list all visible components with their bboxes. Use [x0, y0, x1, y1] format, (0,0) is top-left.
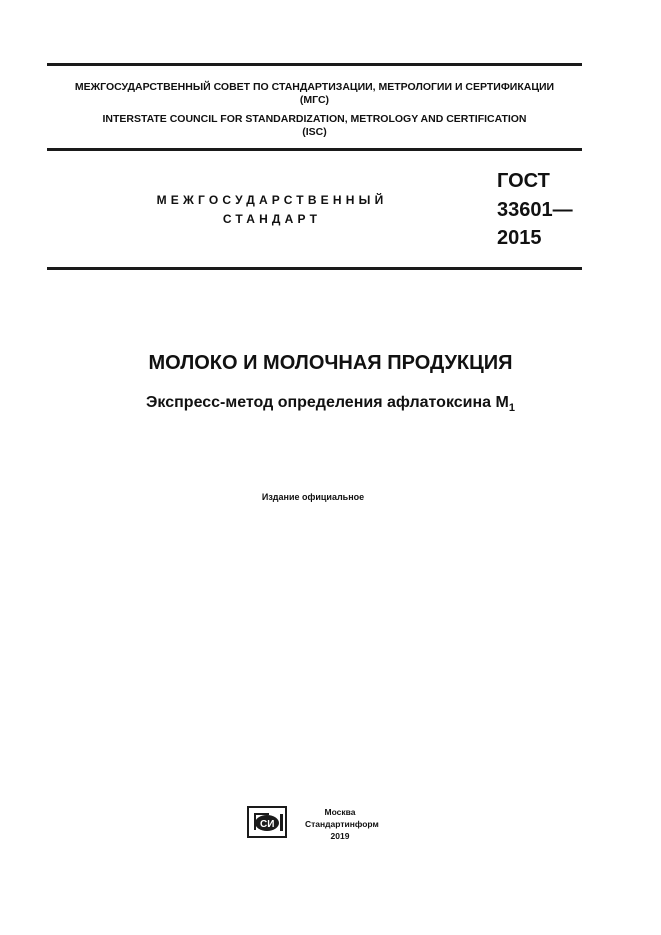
document-subtitle-subscript: 1: [508, 402, 515, 414]
document-subtitle-text: Экспресс-метод определения афлатоксина М: [146, 394, 509, 411]
svg-text:СИ: СИ: [260, 819, 275, 830]
standard-code-prefix: ГОСТ: [497, 170, 550, 192]
council-abbr-ru: (МГС): [299, 94, 330, 106]
edition-label: Издание официальное: [261, 492, 365, 502]
standard-code-year: 2015: [497, 227, 542, 249]
top-rule: [47, 63, 582, 66]
standard-code-number: 33601—: [497, 199, 573, 221]
document-subtitle: [0, 394, 661, 414]
middle-rule: [47, 148, 582, 151]
standartinform-logo-icon: [247, 806, 287, 838]
publication-year: 2019: [330, 831, 350, 841]
council-abbr-en: (ISC): [302, 126, 327, 138]
document-title: МОЛОКО И МОЛОЧНАЯ ПРОДУКЦИЯ: [148, 352, 513, 374]
bottom-rule: [47, 267, 582, 270]
council-name-ru: МЕЖГОСУДАРСТВЕННЫЙ СОВЕТ ПО СТАНДАРТИЗАЦИИ, МЕТРОЛОГИИ И СЕРТИФИКАЦИИ: [74, 81, 555, 93]
standard-type-line2: СТАНДАРТ: [222, 212, 322, 226]
publisher-city: Москва: [324, 807, 356, 817]
publisher-name: Стандартинформ: [305, 819, 379, 829]
standard-type-line1: МЕЖГОСУДАРСТВЕННЫЙ: [156, 193, 388, 207]
council-name-en: INTERSTATE COUNCIL FOR STANDARDIZATION, METROLOGY AND CERTIFICATION: [102, 113, 527, 125]
